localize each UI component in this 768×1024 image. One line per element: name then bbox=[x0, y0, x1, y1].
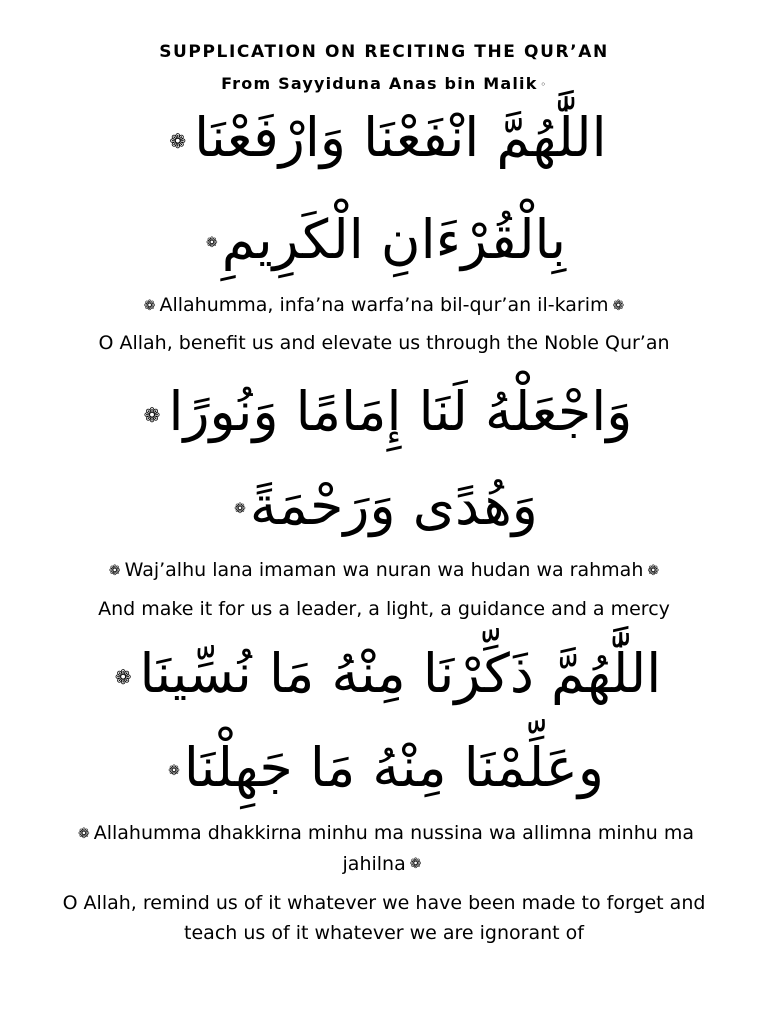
arabic-line bbox=[0, 728, 768, 811]
arabic-text: بِالْقُرْءَانِ الْكَرِيمِ bbox=[221, 208, 567, 271]
transliteration bbox=[0, 290, 768, 321]
flower-ornament-icon: ❁ bbox=[612, 297, 625, 314]
page-subtitle bbox=[0, 74, 768, 93]
flower-ornament-icon: ❁ bbox=[114, 665, 132, 690]
flower-ornament-icon: ❁ bbox=[647, 562, 660, 579]
flower-ornament-icon: ❁ bbox=[205, 235, 218, 252]
arabic-text: وَهُدًى وَرَحْمَةً bbox=[249, 474, 538, 537]
flower-ornament-icon: ❁ bbox=[143, 403, 161, 428]
arabic-text: وَاجْعَلْهُ لَنَا إِمَامًا وَنُورًا bbox=[168, 380, 633, 443]
arabic-line bbox=[0, 634, 768, 717]
page-title: SUPPLICATION ON RECITING THE QUR’AN bbox=[159, 42, 609, 62]
subtitle-text: From Sayyiduna Anas bin Malik bbox=[221, 74, 538, 93]
flower-ornament-icon: ❁ bbox=[77, 825, 90, 842]
arabic-line bbox=[0, 466, 768, 549]
transliteration bbox=[40, 818, 728, 879]
translation: O Allah, remind us of it whatever we have been made to forget and teach us of it whatever we are ignorant of bbox=[62, 892, 706, 944]
arabic-line bbox=[0, 200, 768, 283]
arabic-text: اللَّٰهُمَّ ذَكِّرْنَا مِنْهُ مَا نُسِّينَا bbox=[139, 642, 662, 705]
flower-ornament-icon: ❁ bbox=[169, 129, 187, 154]
arabic-text: اللَّٰهُمَّ انْفَعْنَا وَارْفَعْنَا bbox=[194, 106, 607, 169]
flower-ornament-icon: ❁ bbox=[168, 763, 180, 780]
flower-ornament-icon: ❁ bbox=[143, 297, 156, 314]
transliteration-text: Allahumma dhakkirna minhu ma nussina wa allimna minhu ma jahilna bbox=[93, 822, 694, 875]
arabic-text: وعَلِّمْنَا مِنْهُ مَا جَهِلْنَا bbox=[183, 736, 604, 799]
flower-ornament-icon: ❁ bbox=[108, 562, 121, 579]
ornament-icon: ◦ bbox=[540, 80, 547, 89]
transliteration-text: Allahumma, infa’na warfa’na bil-qur’an il-karim bbox=[159, 294, 609, 316]
transliteration-text: Waj’alhu lana imaman wa nuran wa hudan wa rahmah bbox=[124, 559, 644, 581]
translation: O Allah, benefit us and elevate us through the Noble Qur’an bbox=[98, 332, 670, 354]
arabic-line bbox=[0, 372, 768, 455]
flower-ornament-icon: ❁ bbox=[234, 501, 246, 518]
flower-ornament-icon: ❁ bbox=[409, 856, 422, 872]
transliteration bbox=[0, 555, 768, 586]
arabic-line bbox=[0, 98, 768, 181]
translation: And make it for us a leader, a light, a guidance and a mercy bbox=[98, 598, 670, 620]
